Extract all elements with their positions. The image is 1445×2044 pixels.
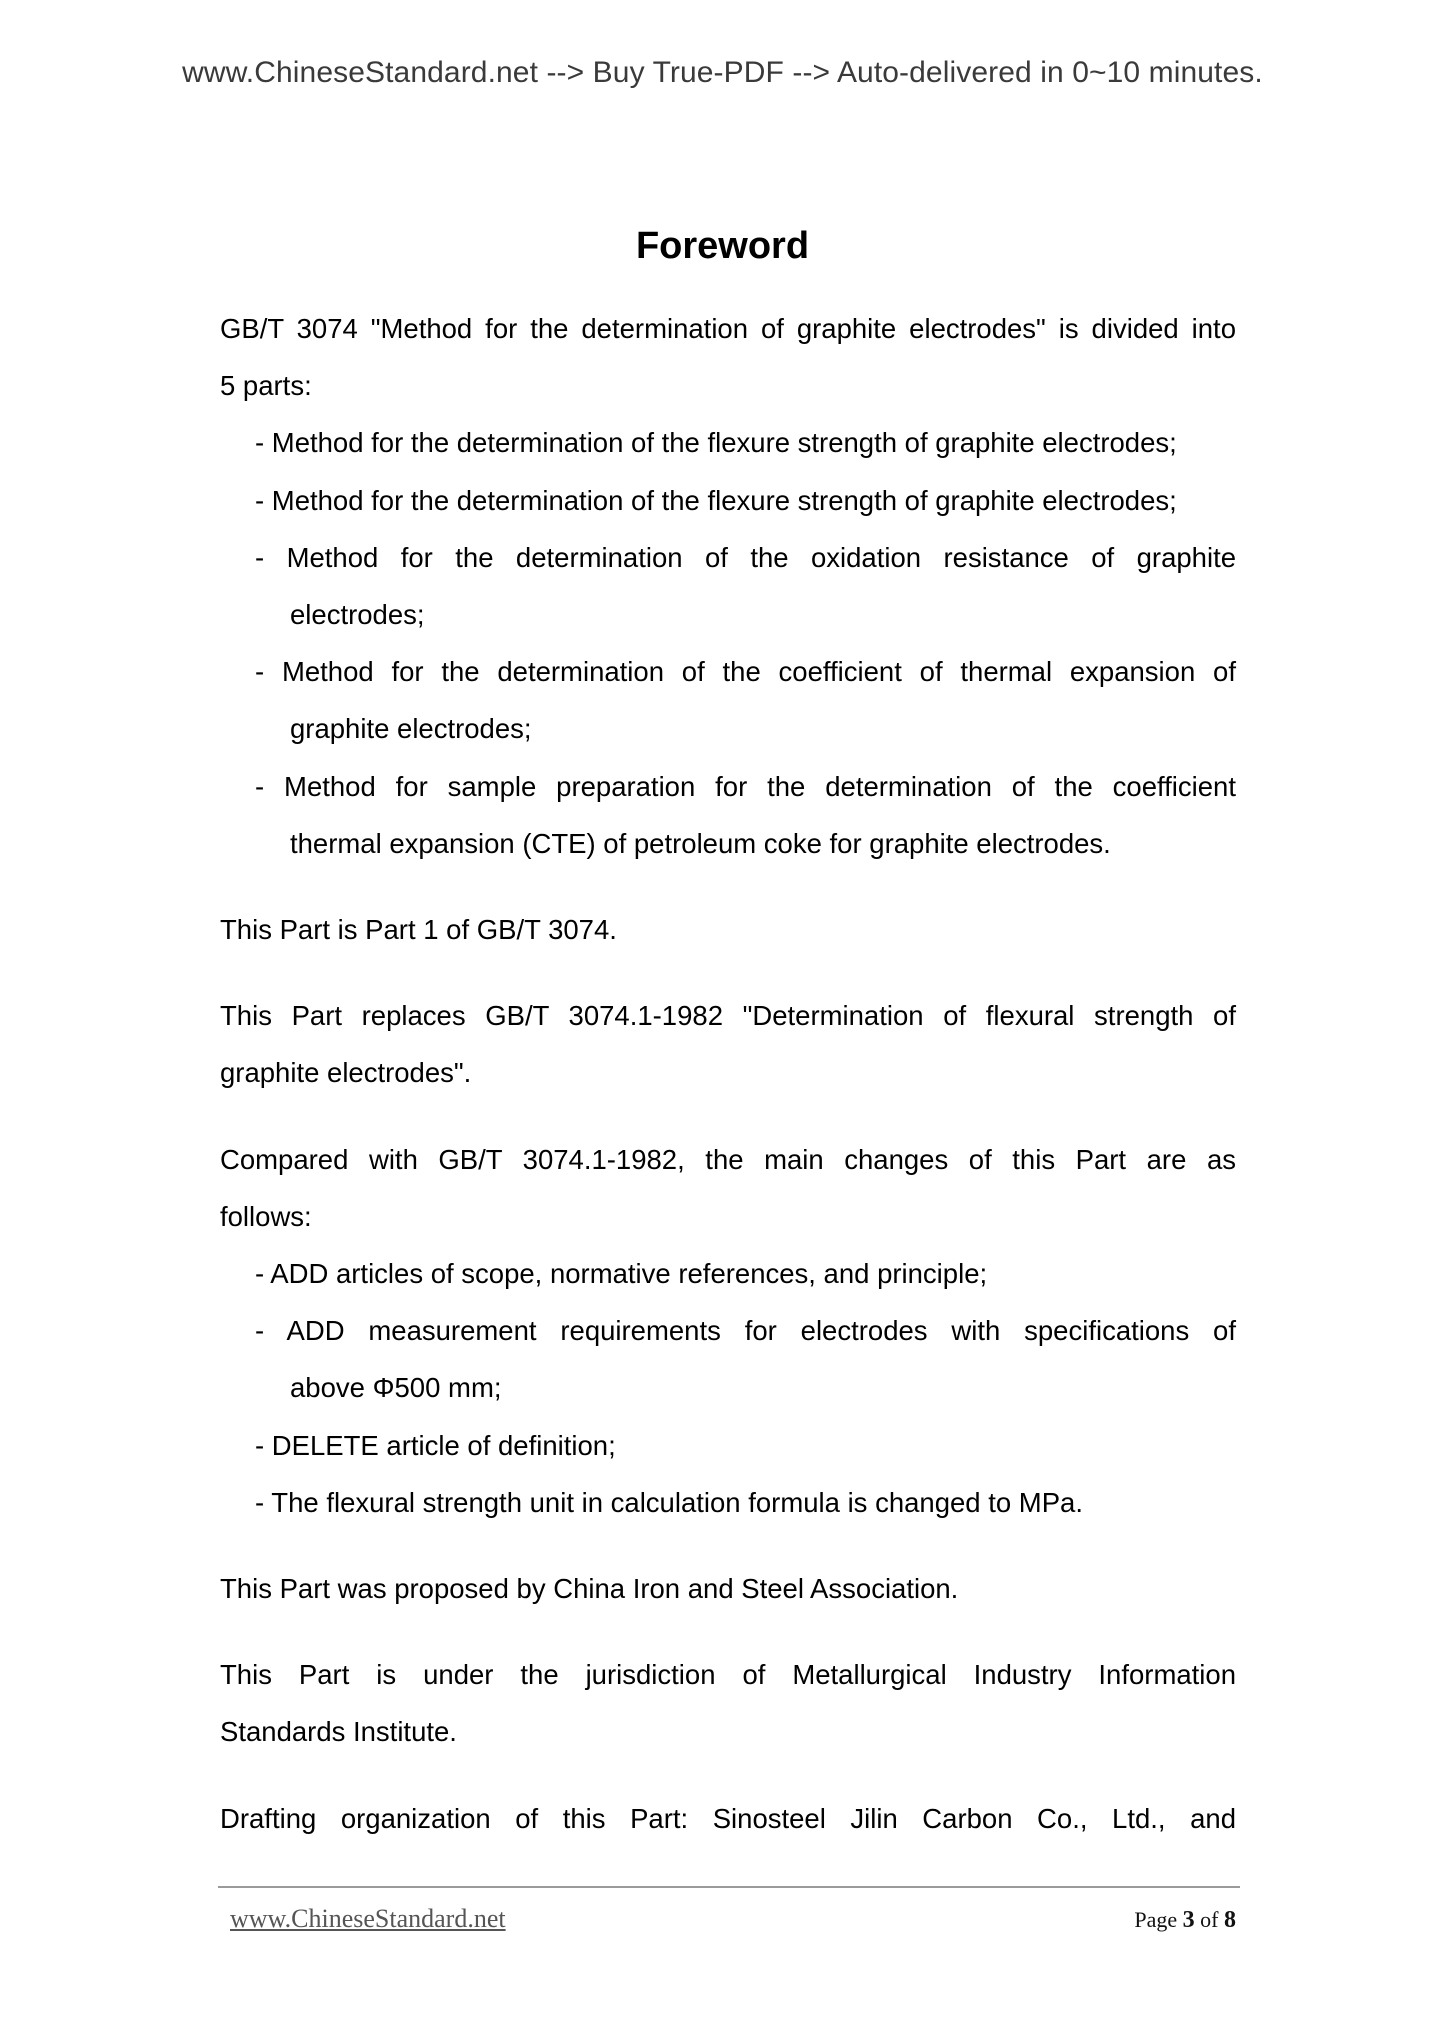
top-banner: www.ChineseStandard.net --> Buy True-PDF --> Auto-delivered in 0~10 minutes. [182, 56, 1263, 89]
replaces-line-2: graphite electrodes". [220, 1057, 472, 1089]
list-item [220, 1302, 1236, 1416]
part-of-paragraph: This Part is Part 1 of GB/T 3074. [220, 914, 617, 946]
list-item [220, 1245, 1236, 1302]
list-item-text: - Method for the determination of the coefficient of thermal expansion of [255, 656, 1236, 688]
compared-line-1: Compared with GB/T 3074.1-1982, the main changes of this Part are as [220, 1143, 1236, 1175]
list-item-text-cont: electrodes; [290, 599, 425, 631]
list-item [220, 1417, 1236, 1474]
list-item-text: - Method for the determination of the flexure strength of graphite electrodes; [255, 427, 1177, 459]
footer-website-link[interactable]: www.ChineseStandard.net [230, 1904, 506, 1933]
page-total: 8 [1224, 1907, 1236, 1933]
page-label: Page [1134, 1907, 1178, 1932]
replaces-line-1: This Part replaces GB/T 3074.1-1982 "Determination of flexural strength of [220, 1000, 1236, 1032]
list-item-text: - Method for the determination of the flexure strength of graphite electrodes; [255, 484, 1177, 516]
list-item [220, 414, 1236, 471]
list-item-text: - DELETE article of definition; [255, 1429, 616, 1461]
list-item-text-cont: above Φ500 mm; [290, 1372, 502, 1404]
page-title: Foreword [635, 225, 810, 267]
list-item [220, 758, 1236, 872]
list-item [220, 643, 1236, 757]
list-item-text: - ADD measurement requirements for electrodes with specifications of [255, 1315, 1236, 1347]
list-item-text: - Method for sample preparation for the determination of the coefficient [255, 770, 1236, 802]
list-item-text: - The flexural strength unit in calculation formula is changed to MPa. [255, 1486, 1083, 1518]
drafting-line-1: Drafting organization of this Part: Sinosteel Jilin Carbon Co., Ltd., and [220, 1802, 1236, 1834]
list-item [220, 529, 1236, 643]
list-item [220, 472, 1236, 529]
parts-list [220, 414, 1236, 872]
list-item-text-cont: graphite electrodes; [290, 713, 532, 745]
changes-list [220, 1245, 1236, 1531]
page-current: 3 [1182, 1907, 1195, 1933]
jurisdiction-line-2: Standards Institute. [220, 1716, 457, 1748]
compared-line-2: follows: [220, 1200, 312, 1232]
page-of: of [1200, 1907, 1219, 1932]
list-item [220, 1474, 1236, 1531]
footer-divider [218, 1886, 1240, 1888]
intro-line-2: 5 parts: [220, 370, 312, 402]
page-indicator [1134, 1907, 1236, 1934]
list-item-text: - Method for the determination of the oxidation resistance of graphite [255, 541, 1236, 573]
document-body [220, 300, 1236, 1847]
proposed-by-paragraph: This Part was proposed by China Iron and Steel Association. [220, 1573, 959, 1605]
jurisdiction-line-1: This Part is under the jurisdiction of Metallurgical Industry Information [220, 1659, 1236, 1691]
list-item-text-cont: thermal expansion (CTE) of petroleum coke for graphite electrodes. [290, 827, 1111, 859]
list-item-text: - ADD articles of scope, normative references, and principle; [255, 1258, 988, 1290]
intro-line-1: GB/T 3074 "Method for the determination of graphite electrodes" is divided into [220, 313, 1236, 344]
